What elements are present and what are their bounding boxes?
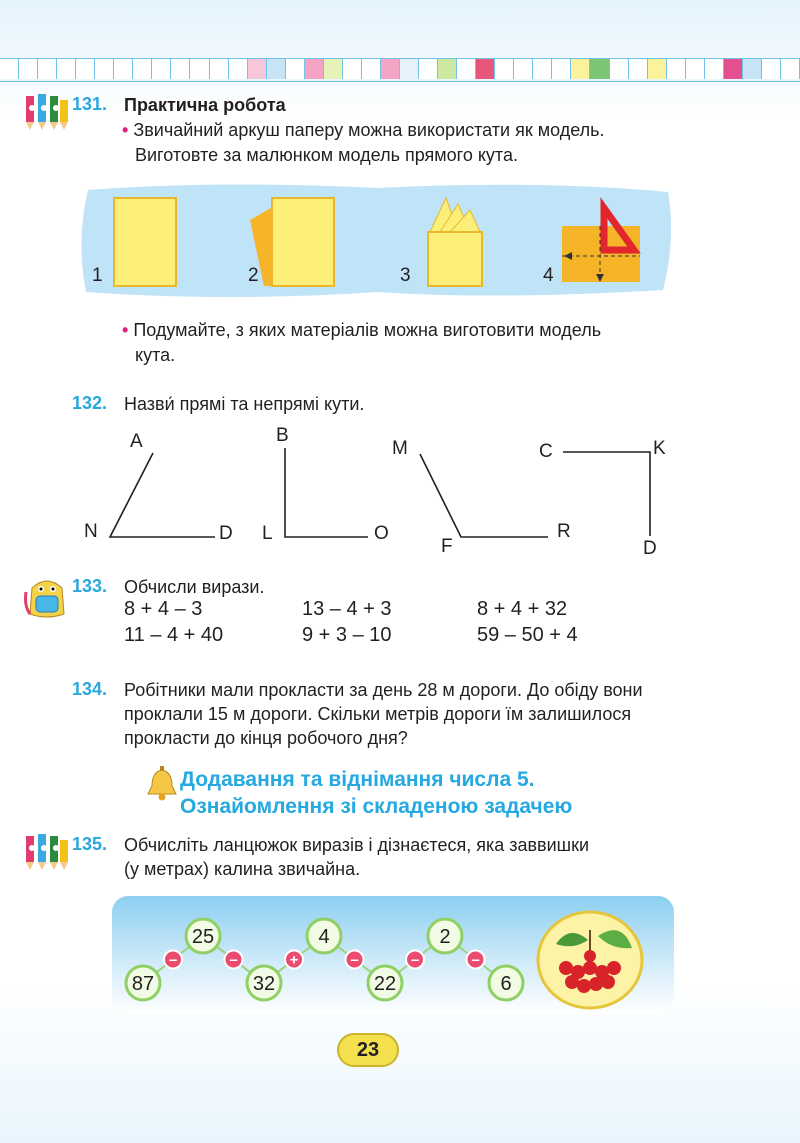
expression: 8 + 4 + 32 [477, 598, 568, 620]
chain-number: 4 [318, 926, 330, 948]
problem-text: Робітники мали прокласти за день 28 м дороги. До обіду вони [124, 680, 643, 700]
strip-cell [724, 59, 743, 79]
strip-cell [743, 59, 762, 79]
exercise-number: 133. [72, 576, 108, 596]
strip-cell [381, 59, 400, 79]
angle-label: N [84, 521, 98, 542]
section-title: Ознайомлення зі складеною задачею [180, 795, 573, 818]
bullet-text-cont: Виготовте за малюнком модель прямого кута. [135, 145, 518, 165]
strip-cell [171, 59, 190, 79]
angle-label: C [539, 441, 553, 462]
expression: 8 + 4 – 3 [124, 598, 203, 620]
viburnum-berries-image [536, 910, 644, 1010]
chain-operator: – [471, 951, 480, 969]
decorative-strip [0, 58, 800, 82]
chain-operator: – [168, 951, 178, 969]
exercise-number: 135. [72, 834, 108, 854]
angle-label: D [643, 538, 657, 559]
strip-cell [457, 59, 476, 79]
strip-cell [210, 59, 229, 79]
strip-cell [57, 59, 76, 79]
angle-label: R [557, 521, 571, 542]
strip-cell [76, 59, 95, 79]
strip-cell [686, 59, 705, 79]
exercise-number: 131. [72, 94, 108, 114]
strip-cell [476, 59, 495, 79]
bell-icon [146, 766, 178, 802]
chain-operator: – [350, 951, 359, 969]
strip-cell [133, 59, 152, 79]
expression: 11 – 4 + 40 [124, 624, 224, 646]
backpack-icon [24, 576, 70, 620]
exercise-text: Обчисли вирази. [124, 577, 265, 597]
strip-cell [0, 59, 19, 79]
angle-label: O [374, 523, 389, 544]
strip-cell [705, 59, 724, 79]
strip-cell [95, 59, 114, 79]
chain-operator: – [229, 951, 238, 969]
strip-cell [19, 59, 38, 79]
strip-cell [781, 59, 800, 79]
chain-number: 22 [373, 973, 397, 995]
chain-number: 25 [191, 926, 215, 948]
strip-cell [400, 59, 419, 79]
strip-cell [648, 59, 667, 79]
strip-cell [495, 59, 514, 79]
angle-label: K [653, 438, 666, 459]
angle-label: M [392, 438, 408, 459]
strip-cell [324, 59, 343, 79]
strip-cell [438, 59, 457, 79]
step-label: 2 [248, 265, 259, 286]
strip-cell [419, 59, 438, 79]
strip-cell [229, 59, 248, 79]
exercise-text: Назви́ прямі та непрямі кути. [124, 394, 365, 414]
expression: 13 – 4 + 3 [302, 598, 392, 620]
angle-label: F [441, 536, 453, 557]
page-number: 23 [337, 1033, 399, 1067]
step-label: 4 [543, 265, 554, 286]
strip-cell [248, 59, 267, 79]
problem-text: проклали 15 м дороги. Скільки метрів дороги їм залишилося [124, 704, 632, 724]
step-label: 1 [92, 265, 103, 286]
strip-cell [667, 59, 686, 79]
section-title: Додавання та віднімання числа 5. [180, 768, 535, 791]
step-label: 3 [400, 265, 411, 286]
exercise-number: 134. [72, 679, 108, 699]
angle-label: A [130, 431, 143, 452]
strip-cell [514, 59, 533, 79]
bullet-text-cont: кута. [135, 345, 176, 365]
chain-number: 2 [439, 926, 451, 948]
angle-label: L [262, 523, 273, 544]
bullet-text: • Подумайте, з яких матеріалів можна виготовити модель [122, 320, 602, 340]
strip-cell [629, 59, 648, 79]
strip-cell [286, 59, 305, 79]
pencils-icon [22, 92, 72, 134]
chain-number: 6 [500, 973, 512, 995]
strip-cell [533, 59, 552, 79]
angle-label: D [219, 523, 233, 544]
strip-cell [190, 59, 209, 79]
chain-operator: – [410, 951, 420, 969]
strip-cell [114, 59, 133, 79]
exercise-title: Практична робота [124, 95, 286, 115]
strip-cell [152, 59, 171, 79]
strip-cell [362, 59, 381, 79]
chain-operator: + [289, 951, 299, 969]
exercise-text: (у метрах) калина звичайна. [124, 859, 361, 879]
strip-cell [267, 59, 286, 79]
strip-cell [38, 59, 57, 79]
strip-cell [305, 59, 324, 79]
angle-label: B [276, 425, 289, 446]
strip-cell [762, 59, 781, 79]
problem-text: прокласти до кінця робочого дня? [124, 728, 408, 748]
strip-cell [571, 59, 590, 79]
exercise-number: 132. [72, 393, 108, 413]
strip-cell [343, 59, 362, 79]
pencils-icon [22, 832, 72, 874]
strip-cell [590, 59, 609, 79]
exercise-text: Обчисліть ланцюжок виразів і дізнаєтеся, яка заввишки [124, 835, 590, 855]
strip-cell [552, 59, 571, 79]
expression: 59 – 50 + 4 [477, 624, 578, 646]
paper-steps-illustration [78, 180, 673, 300]
bullet-text: • Звичайний аркуш паперу можна використати як модель. [122, 120, 605, 140]
chain-number: 87 [131, 973, 155, 995]
expression: 9 + 3 – 10 [302, 624, 392, 646]
strip-cell [610, 59, 629, 79]
chain-number: 32 [252, 973, 276, 995]
